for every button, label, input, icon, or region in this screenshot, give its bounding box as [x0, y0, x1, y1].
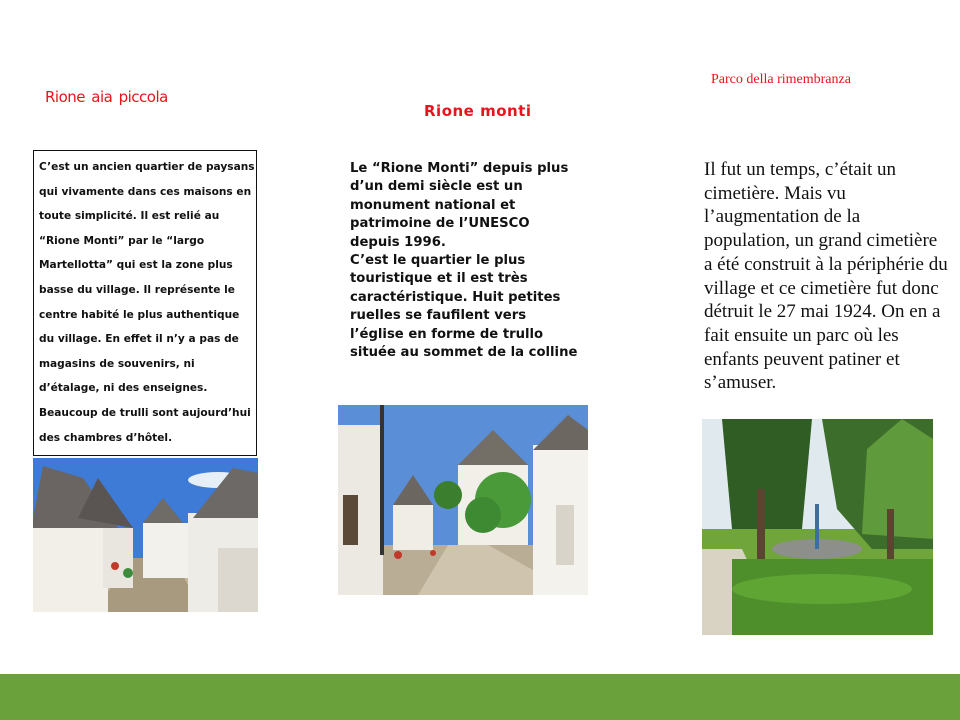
rione-aia-piccola-text-box: [33, 150, 257, 456]
parco-text: Il fut un temps, c’était un cimetière. Mais vu l’augmentation de la population, un grand cimetière a été construit à la périphérie du village et ce cimetière fut donc détruit le 27 mai 1924. On en a fait ensuite un parc où les enfants peuvent patiner et s’amuser.: [704, 159, 948, 394]
rione-aia-piccola-text: C’est un ancien quartier de paysans qui vivamente dans ces maisons en toute simplicité. Il est relié au “Rione Monti” par le “largo Martellotta” qui est la zone plus basse du village. Il représente le centre habité le plus authentique du village. En effet il n’y a pas de magasins de souvenirs, ni d’étalage, ni des enseignes. Beaucoup de trulli sont aujourd’hui des chambres d’hôtel.: [39, 161, 255, 444]
footer-bar: [0, 674, 960, 720]
parco-della-rimembranza-title: Parco della rimembranza: [711, 72, 851, 87]
rione-monti-text: Le “Rione Monti” depuis plus d’un demi siècle est un monument national et patrimoine de l’UNESCO depuis 1996. C’est le quartier le plus touristique et il est très caractéristique. Huit petites ruelles se faufilent vers l’église en forme de trullo située au sommet de la colline: [350, 161, 578, 361]
rione-aia-piccola-title: Rione aia piccola: [45, 88, 168, 106]
trulli-alley-photo: [33, 458, 258, 612]
park-photo: [702, 419, 933, 635]
rione-monti-street-photo: [338, 405, 588, 595]
rione-monti-title: Rione monti: [424, 102, 532, 120]
